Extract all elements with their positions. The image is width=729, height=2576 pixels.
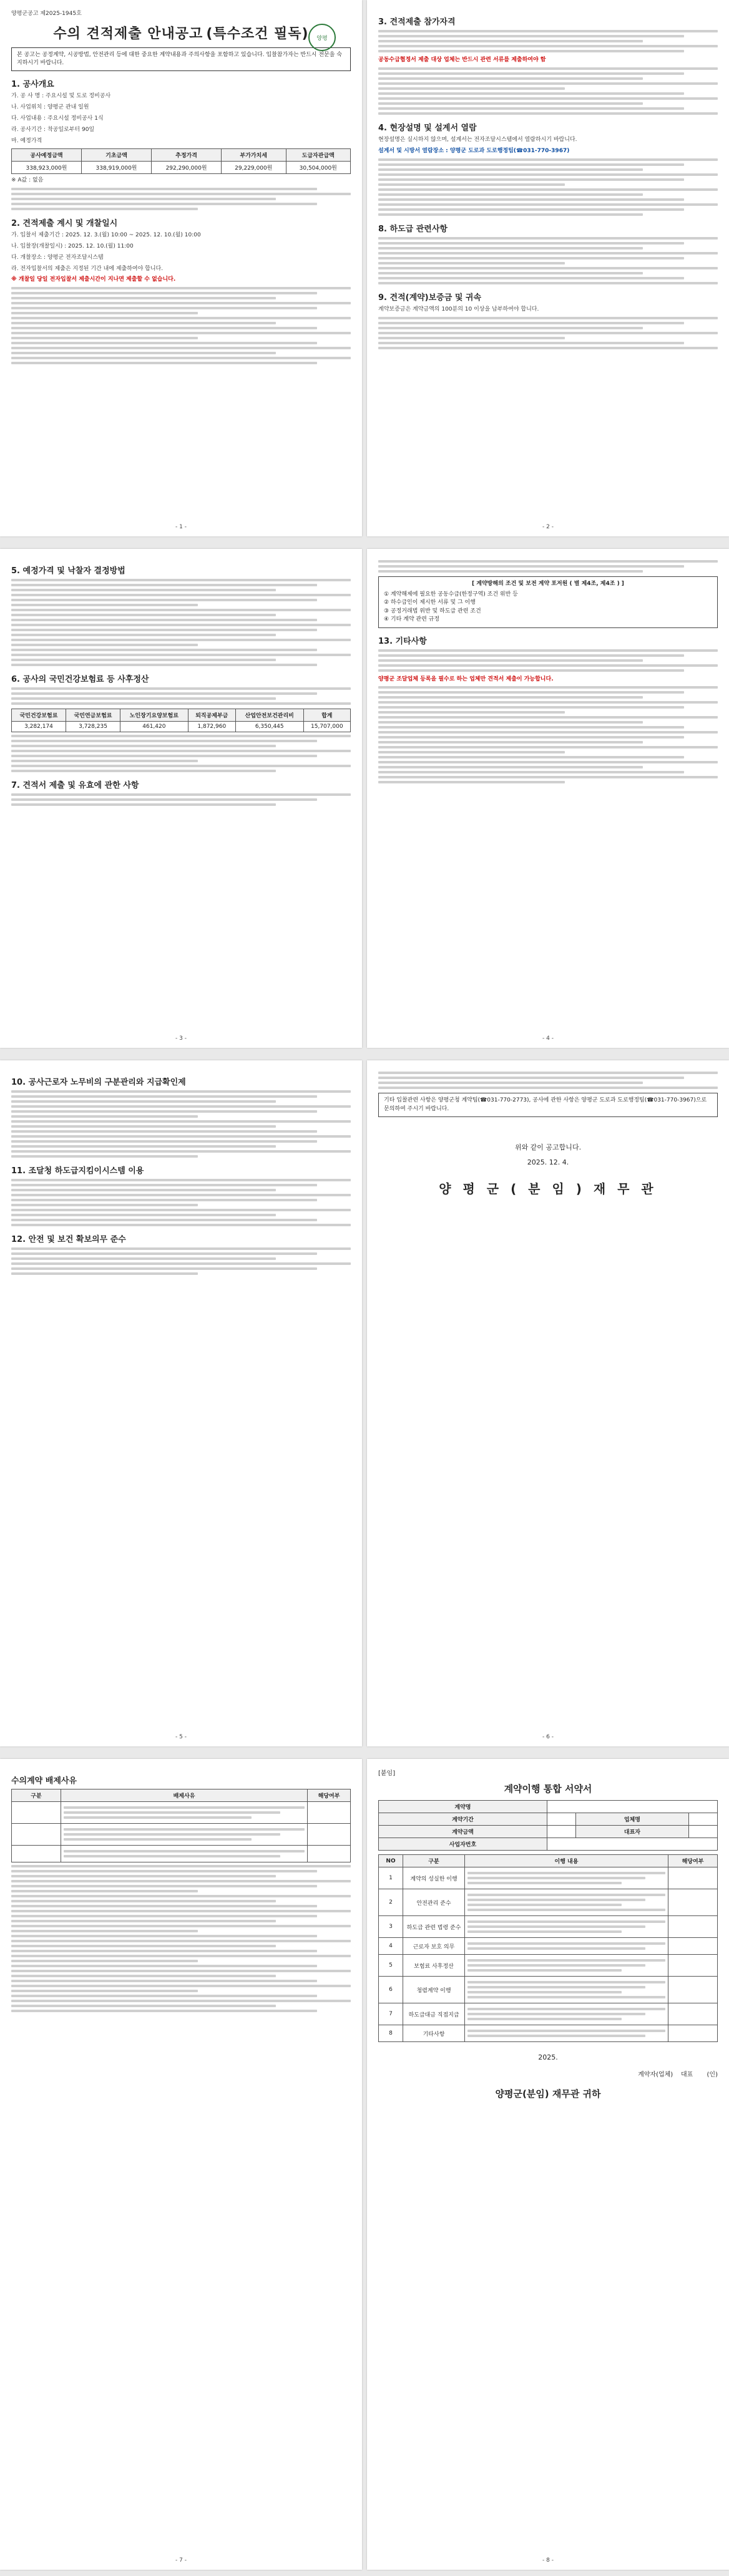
- form-field-value[interactable]: [547, 1813, 575, 1826]
- price-note: ※ A값 : 없음: [11, 177, 44, 183]
- form-title: 계약이행 통합 서약서: [504, 1783, 592, 1794]
- body-text-lines: [11, 188, 351, 210]
- exclusion-header: 배제사유: [61, 1789, 308, 1802]
- pledge-item: 하도급 관련 법령 준수: [403, 1916, 465, 1938]
- price-value: 338,919,000원: [82, 161, 152, 173]
- overview-item: 가. 공 사 명 : 주요시설 및 도로 정비공사: [11, 93, 111, 100]
- body-text-lines: [11, 1865, 351, 2012]
- section-3-heading: 3. 견적제출 참가자격: [378, 17, 456, 27]
- pledge-header: 해당여부: [668, 1855, 718, 1867]
- body-text-lines: [378, 30, 718, 52]
- pledge-check[interactable]: [668, 1916, 718, 1938]
- schedule-item: 나. 입찰장(개찰일시) : 2025. 12. 10.(월) 11:00: [11, 243, 134, 249]
- pledge-item: 안전관리 준수: [403, 1889, 465, 1916]
- body-text-lines: [11, 1179, 351, 1226]
- insurance-value: 6,350,445: [235, 722, 303, 732]
- insurance-header: 합계: [303, 709, 350, 722]
- price-header: 부가가치세: [222, 148, 286, 161]
- page-4: [367, 549, 729, 1048]
- body-text-lines: [378, 560, 718, 573]
- form-field-value[interactable]: [547, 1801, 717, 1813]
- body-text-lines: [11, 735, 351, 772]
- pledge-header: NO: [379, 1855, 403, 1867]
- schedule-warning: ※ 개찰일 당일 전자입찰서 제출시간이 지나면 제출할 수 없습니다.: [11, 276, 176, 283]
- pledge-item: 보험료 사후정산: [403, 1955, 465, 1977]
- body-text-lines: [11, 1247, 351, 1275]
- pledge-item: 기타사항: [403, 2025, 465, 2042]
- page-number: - 4 -: [542, 1035, 554, 1042]
- section-9-heading: 9. 견적(계약)보증금 및 귀속: [378, 293, 482, 303]
- contact-box: [378, 1093, 718, 1117]
- registration-warning: 양평군 조달업체 등록을 필수로 하는 업체만 견적서 제출이 가능합니다.: [378, 675, 554, 682]
- page-number: - 7 -: [175, 2557, 187, 2564]
- pledge-header: 구분: [403, 1855, 465, 1867]
- page-3: [0, 549, 362, 1048]
- section-6-heading: 6. 공사의 국민건강보험료 등 사후정산: [11, 675, 149, 684]
- document-number: 양평군공고 제2025-1945호: [11, 11, 82, 17]
- exclusion-heading: 수의계약 배제사유: [11, 1776, 77, 1786]
- price-value: 30,504,000원: [286, 161, 350, 173]
- body-text-lines: [378, 67, 718, 115]
- page-title: [11, 23, 351, 42]
- price-header: 추정가격: [152, 148, 222, 161]
- price-value: 29,229,000원: [222, 161, 286, 173]
- section-11-heading: 11. 조달청 하도급지킴이시스템 이용: [11, 1166, 144, 1176]
- deposit-note: 계약보증금은 계약금액의 100분의 10 이상을 납부하여야 합니다.: [378, 306, 539, 312]
- body-text-lines: [11, 793, 351, 806]
- exclusion-header: 구분: [12, 1789, 61, 1802]
- box-item: ② 하수급인이 제시한 서류 및 그 이행: [384, 599, 476, 606]
- announcement-closing: 위와 같이 공고합니다.: [514, 1143, 582, 1151]
- page-number: - 5 -: [175, 1734, 187, 1740]
- form-field-label: 계약금액: [379, 1826, 547, 1838]
- body-text-lines: [378, 158, 718, 216]
- section-7-heading: 7. 견적서 제출 및 유효에 관한 사항: [11, 781, 139, 790]
- form-field-label: 계약기간: [379, 1813, 547, 1826]
- section-12-heading: 12. 안전 및 보건 확보의무 준수: [11, 1235, 126, 1244]
- inspection-contact: 설계서 및 시방서 열람장소 : 양평군 도로과 도로행정팀(☎031-770-3967): [378, 147, 570, 154]
- box-item: ① 계약해제에 필요한 공동수급(한정구역) 조건 위반 등: [384, 591, 518, 598]
- insurance-value: 3,728,235: [66, 722, 120, 732]
- price-value: 338,923,000원: [12, 161, 82, 173]
- signer-label: 계약자(업체): [638, 2071, 673, 2078]
- form-field-label: 사업자번호: [379, 1838, 547, 1851]
- inspection-text: 현장설명은 실시하지 않으며, 설계서는 전자조달시스템에서 열람하시기 바랍니다.: [378, 136, 577, 143]
- overview-item: 마. 예정가격: [11, 137, 42, 144]
- overview-item: 나. 사업위치 : 양평군 관내 일원: [11, 104, 89, 111]
- form-field-value[interactable]: [547, 1838, 717, 1851]
- section-4-heading: 4. 현장설명 및 설계서 열람: [378, 123, 477, 133]
- insurance-header: 퇴직공제부금: [188, 709, 235, 722]
- pledge-item: 하도급대금 직접지급: [403, 2003, 465, 2025]
- schedule-item: 다. 개찰장소 : 양평군 전자조달시스템: [11, 254, 104, 261]
- exclusion-table: [11, 1789, 351, 1862]
- pledge-header: 이행 내용: [465, 1855, 668, 1867]
- page-7: [0, 1759, 362, 2570]
- insurance-header: 국민연금보험료: [66, 709, 120, 722]
- pledge-item: 계약의 성실한 이행: [403, 1867, 465, 1889]
- notice-text: 본 공고는 공정계약, 시공방법, 안전관리 등에 대한 중요한 계약내용과 주의사항을 포함하고 있습니다. 입찰참가자는 반드시 전문을 숙지하시기 바랍니다.: [17, 52, 342, 67]
- price-value: 292,290,000원: [152, 161, 222, 173]
- page-number: - 2 -: [542, 524, 554, 530]
- overview-item: 다. 사업내용 : 주요시설 정비공사 1식: [11, 115, 104, 122]
- pledge-check[interactable]: [668, 1938, 718, 1955]
- section-13-heading: 13. 기타사항: [378, 636, 427, 646]
- form-field-label: 업체명: [576, 1813, 688, 1826]
- body-text-lines: [378, 237, 718, 284]
- insurance-header: 노인장기요양보험료: [120, 709, 188, 722]
- page-2: [367, 0, 729, 536]
- section-1-heading: 1. 공사개요: [11, 80, 54, 90]
- pledge-check[interactable]: [668, 2025, 718, 2042]
- page-5: [0, 1060, 362, 1746]
- box-item: ④ 기타 계약 관련 규정: [384, 616, 440, 622]
- insurance-header: 산업안전보건관리비: [235, 709, 303, 722]
- pledge-table: NO 구분 이행 내용 해당여부 1 계약의 성실한 이행 2 안전관리 준수 3 하도급 관련 법령 준수 4 근로자 보호 의무 5 보험료 사후정산 6 청렴계약 이행 7 하도급대금 직접지급 8 기타사항: [378, 1854, 718, 2042]
- page-number: - 1 -: [175, 524, 187, 530]
- box-title: [ 계약방해의 조건 및 보전 계약 포저원 ( 별 제4조, 제4조 ) ]: [472, 581, 624, 587]
- insurance-header: 국민건강보험료: [12, 709, 66, 722]
- pledge-check[interactable]: [668, 1889, 718, 1916]
- form-field-value[interactable]: [688, 1826, 717, 1838]
- title-main: 수의 견적제출 안내공고: [53, 26, 203, 42]
- page-1: [0, 0, 362, 536]
- exclusion-header: 해당여부: [308, 1789, 351, 1802]
- schedule-item: 가. 입찰서 제출기간 : 2025. 12. 3.(월) 10:00 ~ 2025. 12. 10.(월) 10:00: [11, 231, 201, 238]
- section-2-heading: 2. 견적제출 계시 및 개찰일시: [11, 218, 118, 228]
- page-number: - 3 -: [175, 1035, 187, 1042]
- insurance-value: 461,420: [120, 722, 188, 732]
- form-field-label: 계약명: [379, 1801, 547, 1813]
- price-header: 도급자관급액: [286, 148, 350, 161]
- price-header: 공사예정금액: [12, 148, 82, 161]
- pledge-item: 근로자 보호 의무: [403, 1938, 465, 1955]
- section-10-heading: 10. 공사근로자 노무비의 구분관리와 지급확인제: [11, 1078, 186, 1087]
- contract-condition-box: [378, 576, 718, 628]
- qualification-warning: 공동수급협정서 제출 대상 업체는 반드시 관련 서류를 제출하여야 함: [378, 57, 546, 63]
- issuer-name: 양 평 군 ( 분 임 ) 재 무 관: [439, 1181, 657, 1196]
- contact-text: 기타 입찰관련 사항은 양평군청 계약팀(☎031-770-2773), 공사에 관한 사항은 양평군 도로과 도로행정팀(☎031-770-3967)으로 문의하여 주시기 바랍니다.: [384, 1097, 707, 1112]
- box-item: ③ 공정거래법 위반 및 하도급 관련 조건: [384, 608, 481, 614]
- county-seal: 양평: [308, 24, 336, 51]
- body-text-lines: [11, 687, 351, 705]
- body-text-lines: [378, 1072, 718, 1089]
- form-field-value[interactable]: [688, 1813, 717, 1826]
- form-field-value[interactable]: [547, 1826, 575, 1838]
- insurance-table: [11, 709, 351, 732]
- rep-label: 대표: [680, 2071, 693, 2078]
- overview-item: 라. 공사기간 : 착공일로부터 90일: [11, 126, 95, 133]
- signature-block: [378, 2069, 718, 2078]
- attachment-tag: [붙임]: [378, 1770, 396, 1777]
- pledge-check[interactable]: [668, 2003, 718, 2025]
- section-5-heading: 5. 예정가격 및 낙찰자 결정방법: [11, 566, 125, 576]
- body-text-lines: [11, 287, 351, 364]
- price-header: 기초금액: [82, 148, 152, 161]
- pledge-check[interactable]: [668, 1977, 718, 2003]
- schedule-item: 라. 전자입찰서의 제출은 지정된 기간 내에 제출하여야 합니다.: [11, 265, 164, 272]
- notice-box: [11, 47, 351, 71]
- seal-mark: (인): [707, 2071, 718, 2078]
- section-8-heading: 8. 하도급 관련사항: [378, 224, 448, 234]
- body-text-lines: [11, 1090, 351, 1158]
- insurance-value: 1,872,960: [188, 722, 235, 732]
- pledge-item: 청렴계약 이행: [403, 1977, 465, 2003]
- page-number: - 8 -: [542, 2557, 554, 2564]
- pledge-check[interactable]: [668, 1867, 718, 1889]
- announcement-date: 2025. 12. 4.: [527, 1158, 569, 1166]
- insurance-value: 15,707,000: [303, 722, 350, 732]
- price-table: [11, 148, 351, 174]
- body-text-lines: [378, 686, 718, 783]
- pledge-check[interactable]: [668, 1955, 718, 1977]
- body-text-lines: [378, 317, 718, 349]
- form-field-label: 대표자: [576, 1826, 688, 1838]
- form-addressee: 양평군(분임) 재무관 귀하: [495, 2088, 601, 2099]
- page-number: - 6 -: [542, 1734, 554, 1740]
- form-header-table: [378, 1800, 718, 1851]
- title-emphasis: (특수조건 필독): [206, 26, 309, 42]
- body-text-lines: [378, 649, 718, 672]
- page-8: [367, 1759, 729, 2570]
- body-text-lines: [11, 579, 351, 666]
- page-6: [367, 1060, 729, 1746]
- insurance-value: 3,282,174: [12, 722, 66, 732]
- form-date: 2025.: [538, 2053, 558, 2061]
